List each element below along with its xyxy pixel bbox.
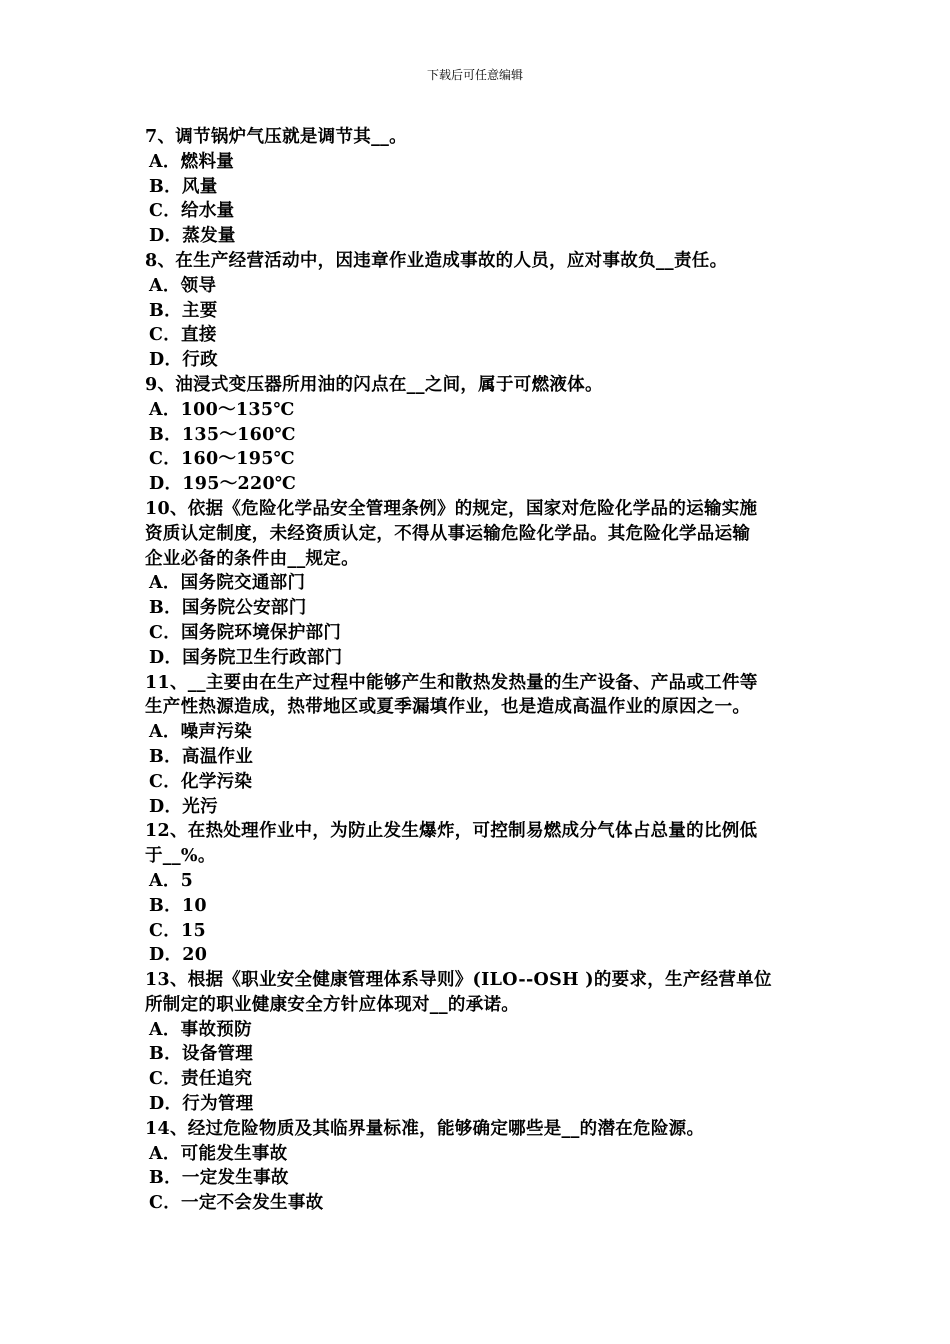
answer-option: C．国务院环境保护部门: [149, 622, 342, 643]
answer-option: D．国务院卫生行政部门: [149, 647, 343, 668]
question-content: [145, 125, 810, 1216]
answer-option: A．5: [149, 870, 194, 891]
question-text: 企业必备的条件由__规定。: [145, 548, 359, 569]
answer-option: A．噪声污染: [149, 722, 252, 743]
answer-option: B．一定发生事故: [149, 1168, 289, 1189]
answer-option: C．给水量: [149, 201, 235, 222]
question-text: 资质认定制度，未经资质认定，不得从事运输危险化学品。其危险化学品运输: [145, 523, 751, 544]
answer-option: D．195～220℃: [149, 474, 297, 495]
answer-option: B．高温作业: [149, 746, 254, 767]
answer-option: D．行政: [149, 350, 218, 371]
question-text: 7、调节锅炉气压就是调节其__。: [145, 127, 407, 147]
question-text: 13、根据《职业安全健康管理体系导则》(ILO--OSH )的要求，生产经营单位: [145, 970, 772, 991]
question-text: 生产性热源造成，热带地区或夏季漏填作业，也是造成高温作业的原因之一。: [145, 697, 751, 718]
answer-option: A．事故预防: [149, 1019, 252, 1040]
answer-option: C．160～195℃: [149, 449, 295, 470]
question-text: 12、在热处理作业中，为防止发生爆炸，可控制易燃成分气体占总量的比例低: [145, 821, 758, 842]
answer-option: B．风量: [149, 176, 218, 197]
answer-option: B．主要: [149, 300, 218, 321]
answer-option: A．领导: [149, 275, 217, 296]
question-text: 9、油浸式变压器所用油的闪点在__之间，属于可燃液体。: [145, 374, 603, 395]
answer-option: B．10: [149, 895, 207, 916]
answer-option: C．责任追究: [149, 1069, 253, 1090]
answer-option: C．化学污染: [149, 771, 253, 792]
answer-option: D．光污: [149, 796, 218, 817]
question-text: 14、经过危险物质及其临界量标准，能够确定哪些是__的潜在危险源。: [145, 1118, 705, 1139]
page-header: 下载后可任意编辑: [426, 68, 523, 82]
question-text: 10、依据《危险化学品安全管理条例》的规定，国家对危险化学品的运输实施: [145, 498, 758, 519]
answer-option: D．20: [149, 945, 208, 966]
answer-option: A．100～135℃: [149, 399, 295, 420]
question-text: 11、__主要由在生产过程中能够产生和散热发热量的生产设备、产品或工件等: [145, 672, 758, 693]
answer-option: A．国务院交通部门: [149, 573, 306, 594]
answer-option: C．15: [149, 920, 206, 941]
question-text: 于__%。: [145, 846, 216, 867]
answer-option: B．国务院公安部门: [149, 598, 307, 619]
answer-option: B．设备管理: [149, 1044, 254, 1065]
answer-option: B．135～160℃: [149, 424, 296, 445]
question-text: 所制定的职业健康安全方针应体现对__的承诺。: [145, 994, 520, 1015]
answer-option: C．直接: [149, 325, 217, 346]
answer-option: D．行为管理: [149, 1094, 254, 1115]
answer-option: D．蒸发量: [149, 226, 236, 247]
question-text: 8、在生产经营活动中，因违章作业造成事故的人员，应对事故负__责任。: [145, 250, 728, 271]
answer-option: A．可能发生事故: [149, 1143, 288, 1164]
answer-option: C．一定不会发生事故: [149, 1193, 324, 1214]
answer-option: A．燃料量: [149, 151, 235, 172]
